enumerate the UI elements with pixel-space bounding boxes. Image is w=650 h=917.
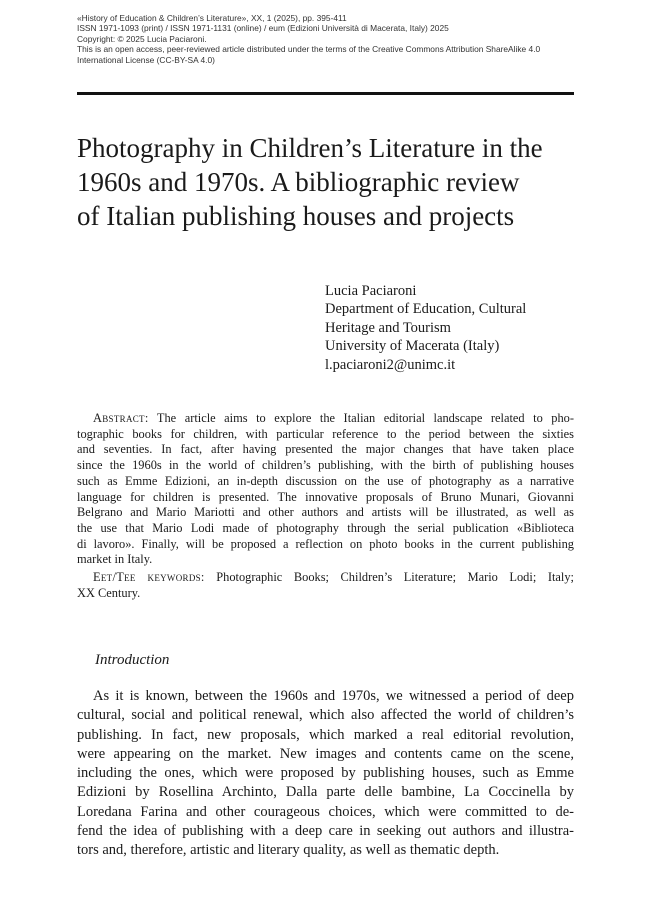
abstract-line: Belgrano and Mario Mariotti and other authors and artists will be illustrated, as well as — [77, 505, 574, 520]
header-line-citation: «History of Education & Children’s Literature», XX, 1 (2025), pp. 395-411 — [77, 13, 347, 23]
abstract-line: market in Italy. — [77, 552, 153, 567]
title-line: 1960s and 1970s. A bibliographic review — [77, 167, 520, 197]
abstract-line: di lavoro». Finally, will be proposed a reflection on photo books in the current publishing — [77, 536, 574, 551]
abstract-line: since the 1960s in the world of children’s publishing, with the birth of publishing houses — [77, 458, 574, 473]
abstract-line: language for children is presented. The innovative proposals of Bruno Munari, Giovanni — [77, 489, 574, 504]
body-line: As it is known, between the 1960s and 1970s, we witnessed a period of deep — [93, 688, 574, 704]
author-email[interactable]: l.paciaroni2@unimc.it — [325, 356, 456, 373]
abstract-line: the use that Mario Lodi made of photography through the serial publication «Biblioteca — [77, 520, 574, 535]
header-line-license: This is an open access, peer-reviewed article distributed under the terms of the Creative Commons Attribution ShareAlike 4.0 — [77, 44, 541, 55]
journal-header — [77, 13, 577, 65]
body-line: fend the idea of publishing with a deep care in seeking out authors and illustra- — [77, 823, 574, 840]
body-line: publishing. In fact, new proposals, which marked a real editorial revolution, — [77, 726, 574, 743]
title-line: of Italian publishing houses and projects — [77, 201, 515, 231]
body-line: Loredana Farina and other courageous choices, which were committed to de- — [77, 803, 574, 820]
keywords-line: XX Century. — [77, 585, 141, 600]
section-body — [77, 687, 574, 861]
abstract-label: Abstract: — [93, 411, 149, 425]
author-affiliation: University of Macerata (Italy) — [325, 338, 500, 355]
author-name: Lucia Paciaroni — [325, 283, 417, 299]
body-line: cultural, social and political renewal, which also affected the world of children’s — [77, 707, 574, 724]
author-affiliation: Heritage and Tourism — [325, 319, 451, 336]
header-divider — [77, 92, 574, 95]
author-block — [325, 282, 585, 374]
header-line-issn: ISSN 1971-1093 (print) / ISSN 1971-1131 (online) / eum (Edizioni Università di Macerata, Italy) 2025 — [77, 23, 449, 34]
header-line-copyright: Copyright: © 2025 Lucia Paciaroni. — [77, 33, 207, 44]
abstract — [77, 411, 574, 601]
body-line: Edizioni by Rosellina Archinto, Dalla parte delle bambine, La Coccinella by — [77, 784, 574, 801]
section-heading: Introduction — [95, 652, 170, 668]
keywords — [77, 570, 574, 601]
abstract-line: and seventies. In fact, after having presented the major changes that have taken place — [77, 442, 574, 457]
author-affiliation: Department of Education, Cultural — [325, 301, 527, 318]
abstract-line: such as Emme Edizioni, an in-depth discussion on the use of photography as a narrative — [77, 473, 574, 488]
abstract-line: tographic books for children, with particular reference to the period between the sixties — [77, 426, 574, 441]
keywords-line: Eet/Tee keywords: Photographic Books; Children’s Literature; Mario Lodi; Italy; — [93, 570, 574, 585]
abstract-line: Abstract: The article aims to explore the Italian editorial landscape related to pho- — [93, 411, 574, 425]
body-line: tors and, therefore, artistic and literary quality, as well as thematic depth. — [77, 842, 500, 859]
title-line: Photography in Children’s Literature in the — [77, 133, 543, 163]
body-line: were appearing on the market. New images and contents came on the scene, — [77, 745, 574, 762]
keywords-label: Eet/Tee keywords: — [93, 570, 205, 585]
article-title — [77, 131, 587, 233]
header-line-license-cont: International License (CC-BY-SA 4.0) — [77, 54, 215, 65]
body-line: including the ones, which were proposed by publishing houses, such as Emme — [77, 765, 574, 782]
